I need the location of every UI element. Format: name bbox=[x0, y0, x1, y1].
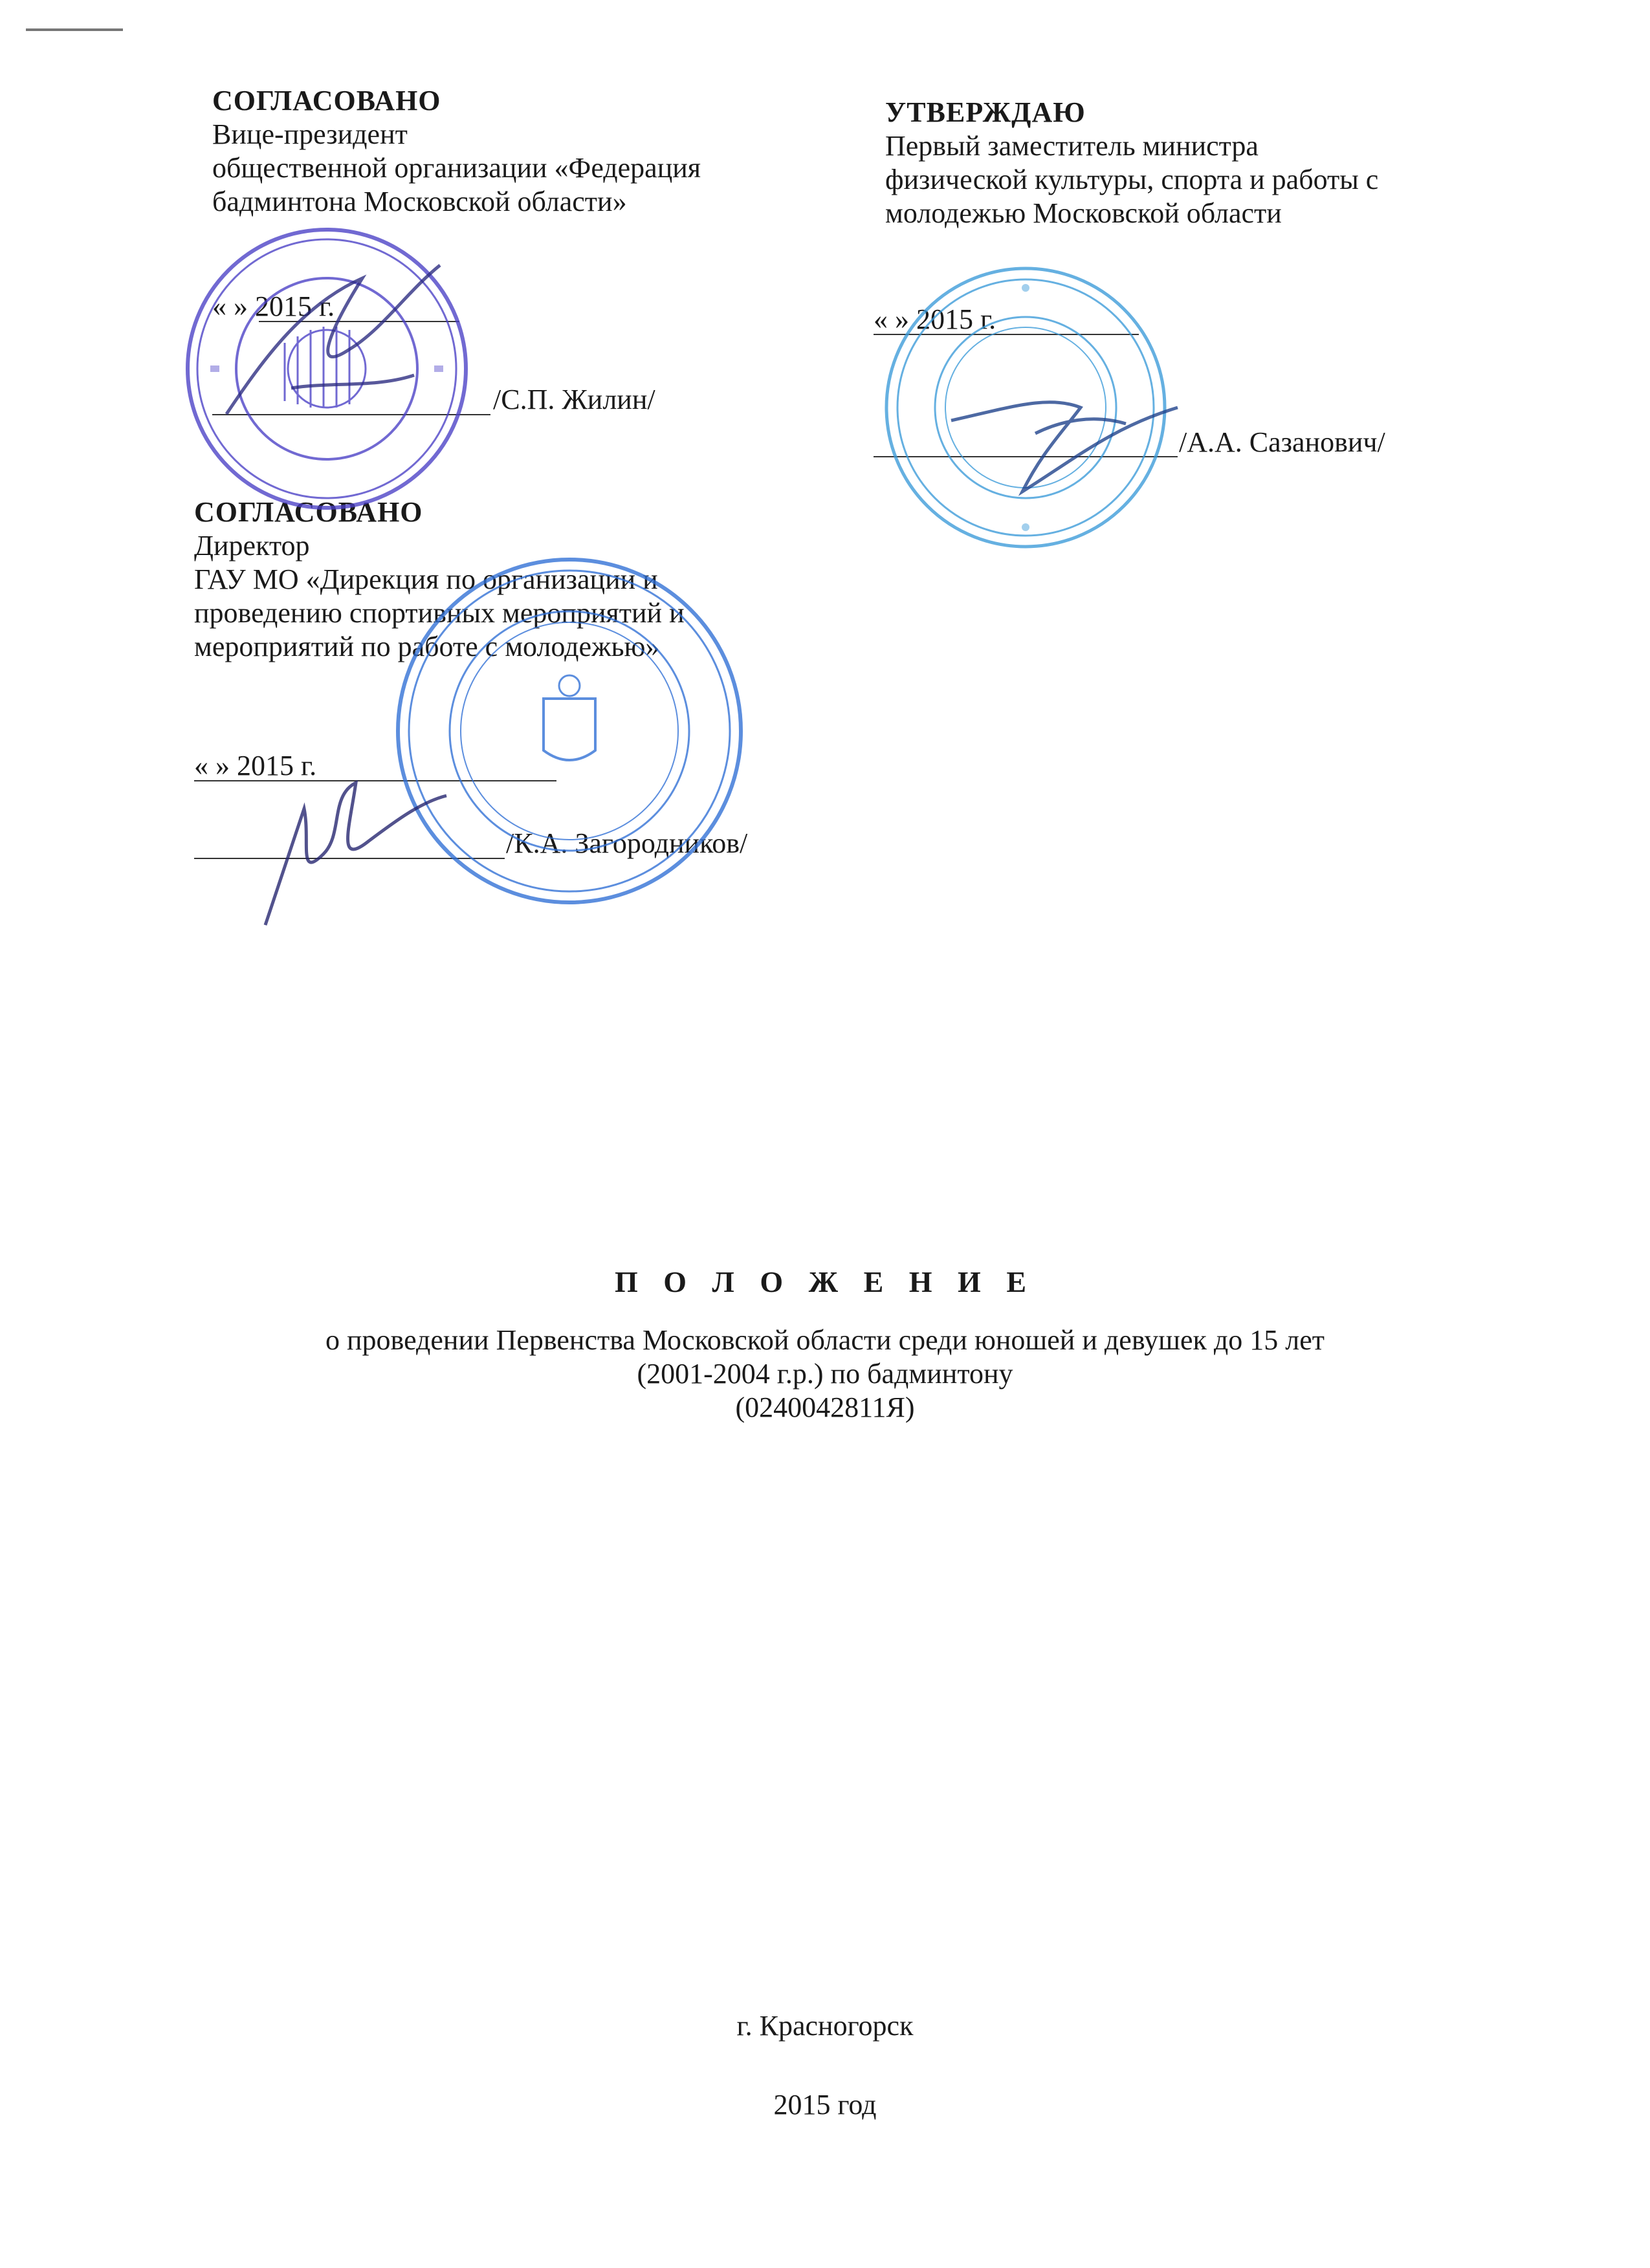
position-line: Директор bbox=[194, 530, 310, 562]
document-code: (0240042811Я) bbox=[735, 1391, 915, 1423]
position-line: проведению спортивных мероприятий и bbox=[194, 597, 685, 629]
signature-directorate bbox=[252, 770, 459, 938]
position-line: молодежью Московской области bbox=[885, 197, 1282, 229]
signer-name: /К.А. Загородников/ bbox=[506, 827, 748, 859]
document-title: П О Л О Ж Е Н И Е bbox=[614, 1265, 1036, 1298]
signature-ministry bbox=[932, 362, 1204, 511]
approval-heading: СОГЛАСОВАНО bbox=[194, 496, 423, 528]
approval-date: « » 2015 г. bbox=[874, 303, 996, 335]
signer-name: /С.П. Жилин/ bbox=[493, 384, 655, 415]
position-line: физической культуры, спорта и работы с bbox=[885, 164, 1379, 195]
position-line: Первый заместитель министра bbox=[885, 130, 1259, 162]
position-line: мероприятий по работе с молодежью» bbox=[194, 631, 660, 662]
position-line: ГАУ МО «Дирекция по организации и bbox=[194, 563, 658, 595]
approval-date: « » 2015 г. bbox=[212, 290, 335, 322]
position-line: общественной организации «Федерация bbox=[212, 152, 701, 184]
signature-federation bbox=[214, 252, 459, 446]
position-line: бадминтона Московской области» bbox=[212, 186, 627, 217]
approval-block-federation bbox=[212, 84, 701, 219]
document-city: г. Красногорск bbox=[736, 2010, 914, 2042]
document-subtitle: о проведении Первенства Московской области среди юношей и девушек до 15 лет bbox=[325, 1324, 1325, 1356]
signer-name: /А.А. Сазанович/ bbox=[1179, 426, 1385, 458]
approval-heading: СОГЛАСОВАНО bbox=[212, 85, 441, 116]
position-line: Вице-президент bbox=[212, 118, 408, 150]
approval-heading: УТВЕРЖДАЮ bbox=[885, 96, 1086, 128]
scan-edge-mark bbox=[26, 28, 123, 31]
document-year: 2015 год bbox=[773, 2089, 877, 2121]
document-subtitle: (2001-2004 г.р.) по бадминтону bbox=[637, 1358, 1013, 1390]
approval-date: « » 2015 г. bbox=[194, 750, 317, 781]
approval-block-ministry bbox=[885, 96, 1378, 230]
